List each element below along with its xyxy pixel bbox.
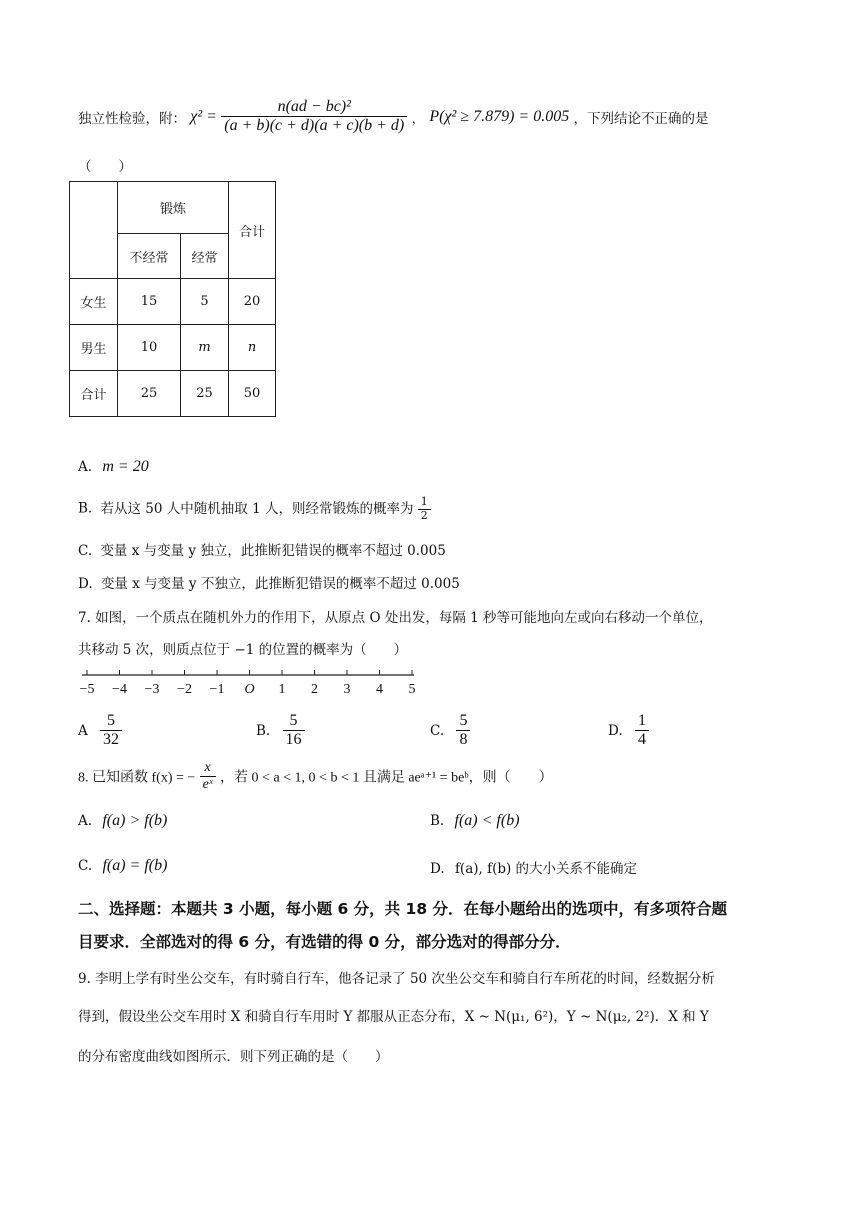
- table-cell: 20: [229, 279, 276, 325]
- chi-square-denominator: (a + b)(c + d)(a + c)(b + d): [221, 116, 407, 135]
- option-7c-fraction: $\frac{5}{8}$: [456, 712, 470, 750]
- q7-line1: 7. 如图，一个质点在随机外力的作用下，从原点 O 处出发，每隔 1 秒等可能地向左或向右移动一个单位，: [78, 610, 713, 626]
- formula-separator: ，: [411, 110, 426, 127]
- table-cell: 10: [118, 325, 181, 371]
- number-line-label: −2: [177, 682, 192, 697]
- number-line-label: −4: [112, 682, 127, 697]
- number-line-label: −5: [79, 682, 95, 697]
- probability-expression: P(χ² ≥ 7.879) = 0.005: [429, 107, 570, 125]
- header-exercise: 锻炼: [118, 182, 229, 234]
- option-6c-text: 变量 x 与变量 y 独立，此推断犯错误的概率不超过 0.005: [100, 543, 446, 559]
- answer-paren: （ ）: [78, 159, 132, 175]
- section-heading-line2: 目要求．全部选对的得 6 分，有选错的得 0 分，部分选对的得部分分．: [78, 933, 571, 951]
- option-7b: B. $\frac{5}{16}$: [256, 712, 305, 750]
- q8-middle: ，若 0 < a < 1, 0 < b < 1 且满足 aeᵃ⁺¹ = beᵇ，则（ ）: [220, 770, 553, 786]
- option-6d-text: 变量 x 与变量 y 不独立，此推断犯错误的概率不超过 0.005: [100, 576, 460, 592]
- option-8c: C. f(a) = f(b): [78, 857, 168, 874]
- table-cell: n: [229, 325, 276, 371]
- header-total: 合计: [229, 182, 276, 279]
- row-label: 女生: [70, 279, 118, 325]
- option-8d: D. f(a), f(b) 的大小关系不能确定: [430, 861, 638, 877]
- option-7a-fraction: $\frac{5}{32}$: [100, 712, 122, 750]
- option-6d: D. 变量 x 与变量 y 不独立，此推断犯错误的概率不超过 0.005: [78, 576, 460, 592]
- option-6b: B. 若从这 50 人中随机抽取 1 人，则经常锻炼的概率为 $\frac{1}{2}$: [78, 496, 431, 522]
- option-6b-fraction: $\frac{1}{2}$: [418, 496, 431, 522]
- table-cell: 5: [181, 279, 229, 325]
- option-7b-fraction: $\frac{5}{16}$: [283, 712, 305, 750]
- table-cell: m: [181, 325, 229, 371]
- q9-line2: 得到，假设坐公交车用时 X 和骑自行车用时 Y 都服从正态分布，X ~ N(μ₁, 6²)，Y ~ N(μ₂, 2²)．X 和 Y: [78, 1009, 709, 1025]
- row-label: 合计: [70, 371, 118, 417]
- number-line-label: 1: [278, 682, 286, 697]
- option-6b-text: 若从这 50 人中随机抽取 1 人，则经常锻炼的概率为: [100, 500, 414, 517]
- number-line-label: 4: [376, 682, 383, 697]
- formula-suffix: ，下列结论不正确的是: [573, 110, 709, 127]
- chi-square-lhs: χ² =: [190, 107, 217, 125]
- q8-fraction: $\frac{x}{\text{eˣ}}$: [200, 760, 216, 793]
- number-line-label: −3: [144, 682, 160, 697]
- number-line-label: 5: [408, 682, 416, 697]
- section-heading-line1: 二、选择题：本题共 3 小题，每小题 6 分，共 18 分．在每小题给出的选项中，有多项符合题: [78, 900, 728, 918]
- number-line-label: 2: [311, 682, 318, 697]
- header-often: 经常: [181, 234, 229, 279]
- chi-square-numerator: n(ad − bc)²: [277, 98, 351, 115]
- q8-prefix: 8. 已知函数 f(x) = −: [78, 770, 196, 786]
- option-7d: D. $\frac{1}{4}$: [608, 712, 649, 750]
- q9-line1: 9. 李明上学有时坐公交车，有时骑自行车，他各记录了 50 次坐公交车和骑自行车所花的时间，经数据分析: [78, 971, 715, 987]
- formula-prefix: 独立性检验，附：: [78, 110, 186, 127]
- option-6a-text: m = 20: [102, 458, 149, 475]
- option-8b: B. f(a) < f(b): [430, 812, 520, 829]
- q9-line3: 的分布密度曲线如图所示．则下列正确的是（ ）: [78, 1049, 389, 1065]
- option-6c: C. 变量 x 与变量 y 独立，此推断犯错误的概率不超过 0.005: [78, 543, 446, 559]
- row-label: 男生: [70, 325, 118, 371]
- number-line-label: 3: [343, 682, 351, 697]
- option-7a: A $\frac{5}{32}$: [78, 712, 122, 750]
- header-not-often: 不经常: [118, 234, 181, 279]
- option-6a: A. m = 20: [78, 458, 149, 475]
- q7-line2: 共移动 5 次，则质点位于 −1 的位置的概率为（ ）: [78, 642, 408, 658]
- table-cell: 25: [118, 371, 181, 417]
- table-cell: 25: [181, 371, 229, 417]
- table-cell: 50: [229, 371, 276, 417]
- option-7d-fraction: $\frac{1}{4}$: [635, 712, 649, 750]
- option-8a: A. f(a) > f(b): [78, 812, 168, 829]
- option-7c: C. $\frac{5}{8}$: [430, 712, 470, 750]
- number-line-label: O: [244, 682, 255, 697]
- q8-stem: [78, 760, 553, 793]
- table-cell: 15: [118, 279, 181, 325]
- number-line-label: −1: [209, 682, 225, 697]
